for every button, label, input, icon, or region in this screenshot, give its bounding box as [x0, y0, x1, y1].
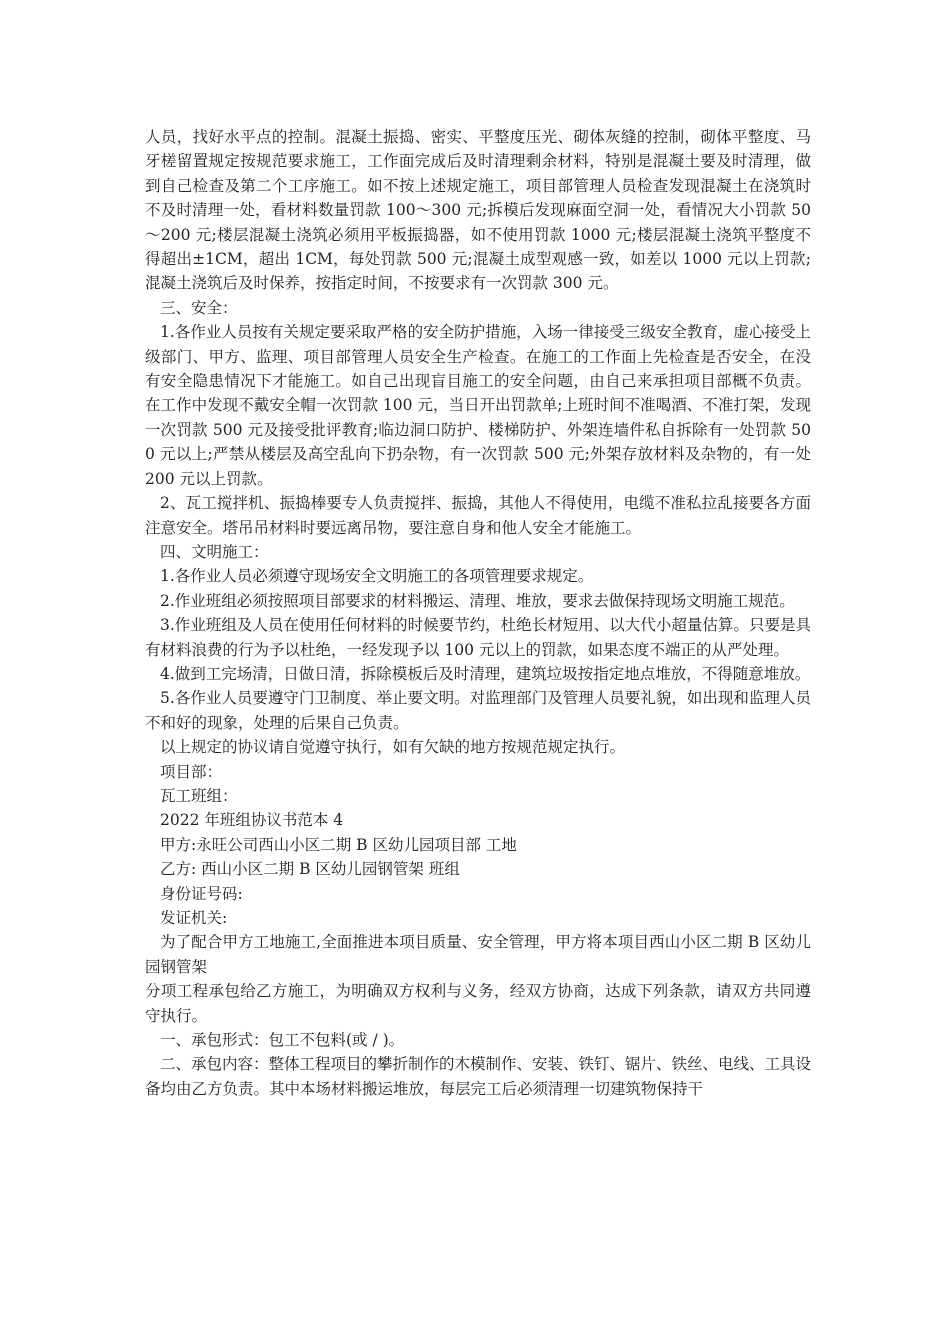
paragraph-safety-1: 1.各作业人员按有关规定要采取严格的安全防护措施，入场一律接受三级安全教育，虚心接受上级部门、甲方、监理、项目部管理人员安全生产检查。在施工的工作面上先检查是否安全，在没有安全隐患情况下才能施工。如自己出现盲目施工的安全问题，由自己来承担项目部概不负责。在工作中发现不戴安全帽一次罚款 100 元，当日开出罚款单;上班时间不准喝酒、不准打架，发现一次罚款 500 元及接受批评教育;临边洞口防护、楼梯防护、外架连墙件私自拆除有一处罚款 500 元以上;严禁从楼层及高空乱向下扔杂物，有一次罚款 500 元;外架存放材料及杂物的，有一处 200 元以上罚款。	[145, 323, 811, 488]
document-page	[145, 125, 811, 1101]
section-title-sample-4: 2022 年班组协议书范本 4	[160, 811, 344, 830]
paragraph-civilized-3: 3.作业班组及人员在使用任何材料的时候要节约，杜绝长材短用、以大代小超量估算。只要是具有材料浪费的行为予以杜绝，一经发现予以 100 元以上的罚款，如果态度不端正的从严处理。	[145, 616, 811, 659]
paragraph-civilized-1: 1.各作业人员必须遵守现场安全文明施工的各项管理要求规定。	[160, 567, 594, 586]
paragraph-intro-continued: 分项工程承包给乙方施工，为明确双方权利与义务，经双方协商，达成下列条款，请双方共同遵守执行。	[145, 982, 811, 1025]
paragraph-civilized-2: 2.作业班组必须按照项目部要求的材料搬运、清理、堆放，要求去做保持现场文明施工规范。	[160, 591, 795, 610]
clause-contract-content: 二、承包内容：整体工程项目的攀折制作的木模制作、安装、铁钉、锯片、铁丝、电线、工具设备均由乙方负责。其中本场材料搬运堆放，每层完工后必须清理一切建筑物保持干	[145, 1055, 812, 1098]
paragraph-closing: 以上规定的协议请自觉遵守执行，如有欠缺的地方按规范规定执行。	[160, 738, 626, 757]
paragraph-safety-2: 2、瓦工搅拌机、振捣棒要专人负责搅拌、振捣，其他人不得使用，电缆不准私拉乱接要各方面注意安全。塔吊吊材料时要远离吊物，要注意自身和他人安全才能施工。	[145, 494, 811, 537]
heading-safety: 三、安全：	[160, 298, 238, 317]
paragraph-concrete-rules: 人员，找好水平点的控制。混凝土振捣、密实、平整度压光、砌体灰缝的控制，砌体平整度、马牙槎留置规定按规范要求施工，工作面完成后及时清理剩余材料，特别是混凝土要及时清理，做到自己检查及第二个工序施工。如不按上述规定施工，项目部管理人员检查发现混凝土在浇筑时不及时清理一处，看材料数量罚款 100～300 元;拆模后发现麻面空洞一处，看情况大小罚款 50～200 元;楼层混凝土浇筑必须用平板振捣器，如不使用罚款 1000 元;楼层混凝土浇筑平整度不得超出±1CM，超出 1CM，每处罚款 500 元;混凝土成型观感一致，如差以 1000 元以上罚款;混凝土浇筑后及时保养，按指定时间，不按要求有一次罚款 300 元。	[145, 128, 811, 293]
heading-civilized-construction: 四、文明施工：	[160, 542, 269, 561]
party-a: 甲方:永旺公司西山小区二期 B 区幼儿园项目部 工地	[160, 835, 517, 854]
paragraph-civilized-4: 4.做到工完场清，日做日清，拆除模板后及时清理，建筑垃圾按指定地点堆放，不得随意堆放。	[160, 664, 811, 683]
id-number-label: 身份证号码:	[160, 884, 243, 903]
signature-project-dept: 项目部：	[160, 762, 223, 781]
issuing-authority-label: 发证机关:	[160, 909, 228, 927]
party-b: 乙方: 西山小区二期 B 区幼儿园钢管架 班组	[160, 860, 460, 879]
clause-contract-form: 一、承包形式：包工不包料(或 / )。	[160, 1031, 405, 1050]
signature-mason-team: 瓦工班组：	[160, 786, 238, 805]
paragraph-intro: 为了配合甲方工地施工,全面推进本项目质量、安全管理，甲方将本项目西山小区二期 B 区幼儿园钢管架	[145, 933, 811, 976]
paragraph-civilized-5: 5.各作业人员要遵守门卫制度、举止要文明。对监理部门及管理人员要礼貌，如出现和监理人员不和好的现象，处理的后果自己负责。	[145, 689, 811, 732]
